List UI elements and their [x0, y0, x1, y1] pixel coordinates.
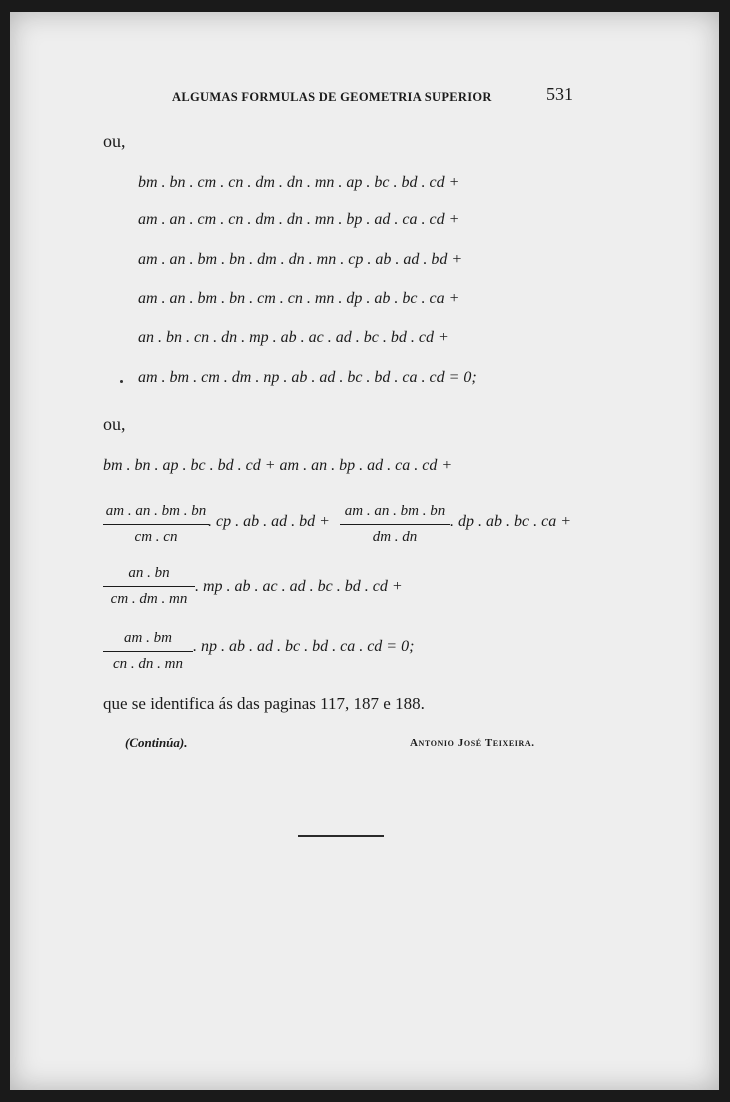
ou-label-1: ou,: [103, 131, 126, 151]
fraction-numerator: am . bm: [124, 630, 172, 646]
equation-line: bm . bn . cm . cn . dm . dn . mn . ap . bc . bd . cd +: [138, 174, 460, 191]
fraction-denominator: cm . cn: [103, 524, 209, 546]
stray-mark: [120, 380, 123, 383]
fraction: [340, 503, 450, 546]
fraction-tail: . np . ab . ad . bc . bd . ca . cd = 0;: [193, 638, 415, 655]
equation-line: am . an . cm . cn . dm . dn . mn . bp . ad . ca . cd +: [138, 211, 460, 228]
ou-label-2: ou,: [103, 414, 126, 434]
fraction-denominator: cn . dn . mn: [103, 651, 193, 673]
fraction-tail: . cp . ab . ad . bd +: [208, 513, 330, 530]
page-number: 531: [546, 84, 573, 104]
fraction: [103, 630, 193, 673]
running-header: [172, 84, 573, 110]
equation-line: an . bn . cn . dn . mp . ab . ac . ad . bc . bd . cd +: [138, 329, 449, 346]
header-title: ALGUMAS FORMULAS DE GEOMETRIA SUPERIOR: [172, 90, 492, 104]
equation-line: am . an . bm . bn . dm . dn . mn . cp . ab . ad . bd +: [138, 251, 463, 268]
fraction-denominator: cm . dm . mn: [103, 586, 195, 608]
continua-note: (Continúa).: [125, 735, 188, 750]
equation-line: am . bm . cm . dm . np . ab . ad . bc . bd . ca . cd = 0;: [138, 369, 477, 386]
equation-line: bm . bn . ap . bc . bd . cd + am . an . bp . ad . ca . cd +: [103, 457, 453, 474]
fraction: [103, 565, 195, 608]
fraction-numerator: am . an . bm . bn: [105, 503, 207, 519]
fraction-tail: . mp . ab . ac . ad . bc . bd . cd +: [195, 578, 403, 595]
equation-line: am . an . bm . bn . cm . cn . mn . dp . ab . bc . ca +: [138, 290, 460, 307]
end-rule: [298, 835, 384, 837]
fraction-denominator: dm . dn: [340, 524, 450, 546]
closing-sentence: que se identifica ás das paginas 117, 187 e 188.: [103, 694, 425, 713]
fraction: [103, 503, 209, 546]
fraction-numerator: an . bn: [128, 565, 170, 581]
author-signature: Antonio José Teixeira.: [410, 737, 535, 749]
fraction-tail: . dp . ab . bc . ca +: [450, 513, 571, 530]
fraction-numerator: am . an . bm . bn: [344, 503, 446, 519]
